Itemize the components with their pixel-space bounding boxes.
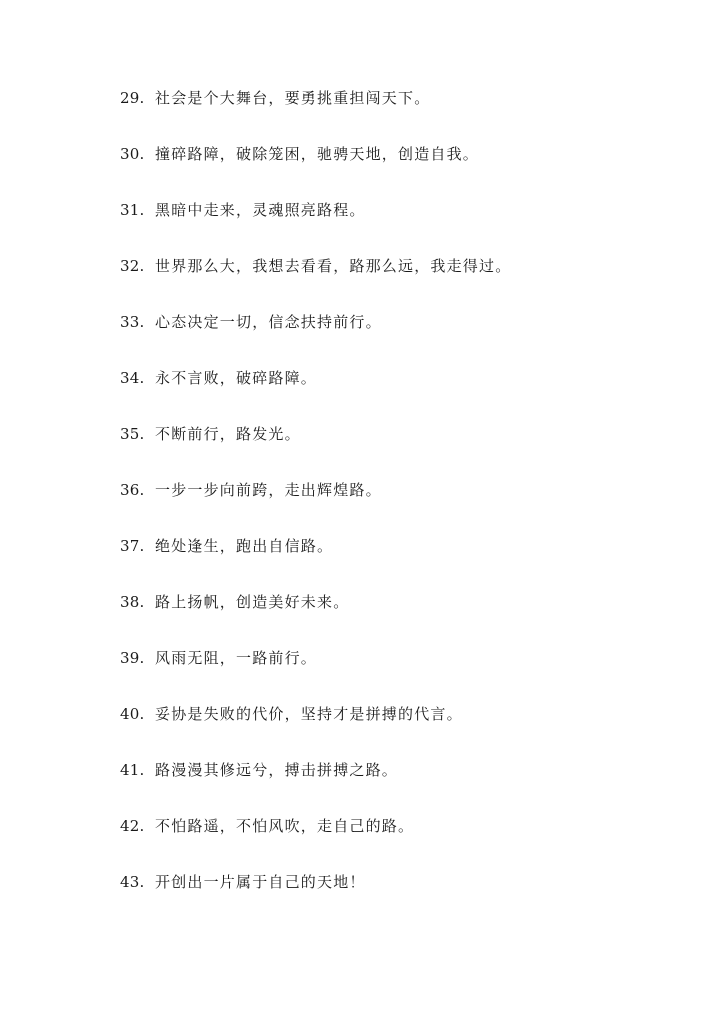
item-text: 社会是个大舞台，要勇挑重担闯天下。 xyxy=(155,89,431,107)
item-text: 妥协是失败的代价，坚持才是拼搏的代言。 xyxy=(155,705,463,723)
list-item xyxy=(120,588,511,644)
item-number: 29. xyxy=(120,89,145,107)
item-text: 黑暗中走来，灵魂照亮路程。 xyxy=(155,201,366,219)
item-number: 40. xyxy=(120,705,145,723)
list-item xyxy=(120,364,511,420)
item-number: 31. xyxy=(120,201,145,219)
item-text: 路上扬帆，创造美好未来。 xyxy=(155,593,350,611)
list-item xyxy=(120,812,511,868)
list-item xyxy=(120,756,511,812)
list-item xyxy=(120,476,511,532)
item-text: 绝处逢生，跑出自信路。 xyxy=(155,537,334,555)
list-item xyxy=(120,196,511,252)
list-item xyxy=(120,868,511,924)
item-text: 不断前行，路发光。 xyxy=(155,425,301,443)
item-number: 39. xyxy=(120,649,145,667)
list-item xyxy=(120,420,511,476)
list-item xyxy=(120,308,511,364)
item-text: 撞碎路障，破除笼困，驰骋天地，创造自我。 xyxy=(155,145,480,163)
list-item xyxy=(120,700,511,756)
item-text: 心态决定一切，信念扶持前行。 xyxy=(155,313,382,331)
item-number: 30. xyxy=(120,145,145,163)
list-item xyxy=(120,644,511,700)
item-text: 开创出一片属于自己的天地！ xyxy=(155,873,366,891)
quote-list xyxy=(120,84,511,924)
item-text: 永不言败，破碎路障。 xyxy=(155,369,318,387)
item-number: 38. xyxy=(120,593,145,611)
item-number: 33. xyxy=(120,313,145,331)
item-number: 42. xyxy=(120,817,145,835)
item-number: 36. xyxy=(120,481,145,499)
item-text: 不怕路遥，不怕风吹，走自己的路。 xyxy=(155,817,415,835)
item-number: 43. xyxy=(120,873,145,891)
item-number: 41. xyxy=(120,761,145,779)
item-number: 35. xyxy=(120,425,145,443)
item-text: 风雨无阻，一路前行。 xyxy=(155,649,318,667)
item-number: 37. xyxy=(120,537,145,555)
item-number: 34. xyxy=(120,369,145,387)
item-text: 世界那么大，我想去看看，路那么远，我走得过。 xyxy=(155,257,512,275)
item-number: 32. xyxy=(120,257,145,275)
list-item xyxy=(120,252,511,308)
item-text: 路漫漫其修远兮，搏击拼搏之路。 xyxy=(155,761,399,779)
list-item xyxy=(120,140,511,196)
item-text: 一步一步向前跨，走出辉煌路。 xyxy=(155,481,382,499)
list-item xyxy=(120,84,511,140)
list-item xyxy=(120,532,511,588)
